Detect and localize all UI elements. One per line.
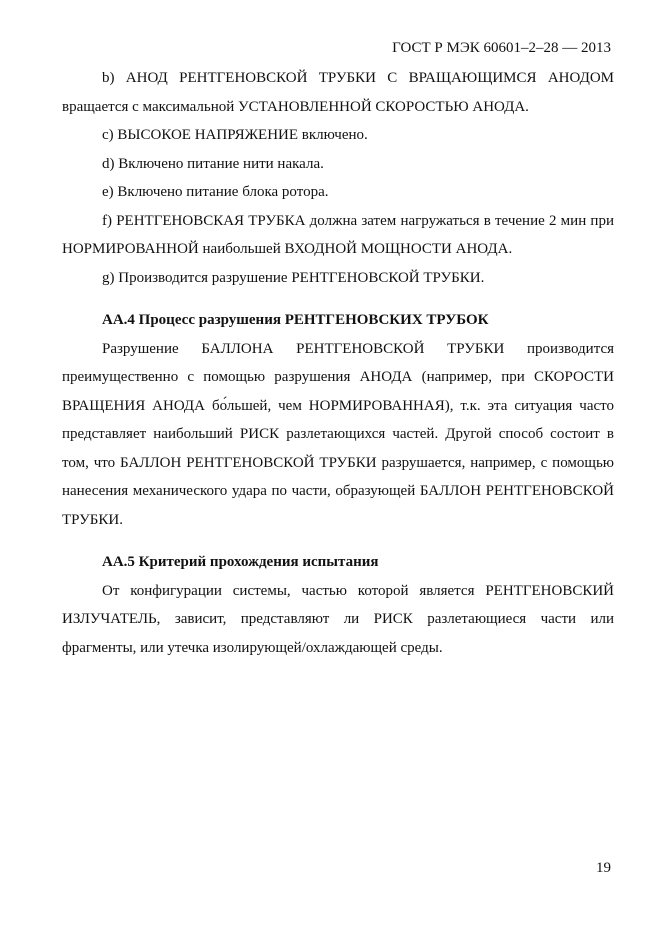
list-item-e: e) Включено питание блока ротора. [102,184,329,200]
list-item-d: d) Включено питание нити накала. [102,155,324,172]
page-number: 19 [596,860,611,876]
section-aa4-title: АА.4 Процесс разрушения РЕНТГЕНОВСКИХ ТРУБОК [102,312,489,328]
document-header: ГОСТ Р МЭК 60601–2–28 — 2013 [392,40,611,56]
list-item-f: f) РЕНТГЕНОВСКАЯ ТРУБКА должна затем нагружаться в течение 2 мин при НОРМИРОВАННОЙ наибольшей ВХОДНОЙ МОЩНОСТИ АНОДА. [62,212,614,257]
section-aa5-title: АА.5 Критерий прохождения испытания [102,554,379,570]
document-body [62,64,614,662]
list-item-g: g) Производится разрушение РЕНТГЕНОВСКОЙ ТРУБКИ. [102,269,485,286]
list-item-b: b) АНОД РЕНТГЕНОВСКОЙ ТРУБКИ С ВРАЩАЮЩИМСЯ АНОДОМ вращается с максимальной УСТАНОВЛЕННОЙ СКОРОСТЬЮ АНОДА. [62,70,614,115]
section-aa4-body: Разрушение БАЛЛОНА РЕНТГЕНОВСКОЙ ТРУБКИ производится преимущественно с помощью разрушения АНОДА (например, при СКОРОСТИ ВРАЩЕНИЯ АНОДА бо́льшей, чем НОРМИРОВАННАЯ), т.к. эта ситуация часто представляет наибольший РИСК разлетающихся частей. Другой способ состоит в том, что БАЛЛОН РЕНТГЕНОВСКОЙ ТРУБКИ разрушается, например, с помощью нанесения механического удара по части, образующей БАЛЛОН РЕНТГЕНОВСКОЙ ТРУБКИ. [62,340,614,528]
section-aa5-body: От конфигурации системы, частью которой является РЕНТГЕНОВСКИЙ ИЗЛУЧАТЕЛЬ, зависит, представляют ли РИСК разлетающиеся части или фрагменты, или утечка изолирующей/охлаждающей среды. [62,582,614,656]
list-item-c: c) ВЫСОКОЕ НАПРЯЖЕНИЕ включено. [102,127,368,143]
spacer [62,534,614,548]
spacer [62,292,614,306]
